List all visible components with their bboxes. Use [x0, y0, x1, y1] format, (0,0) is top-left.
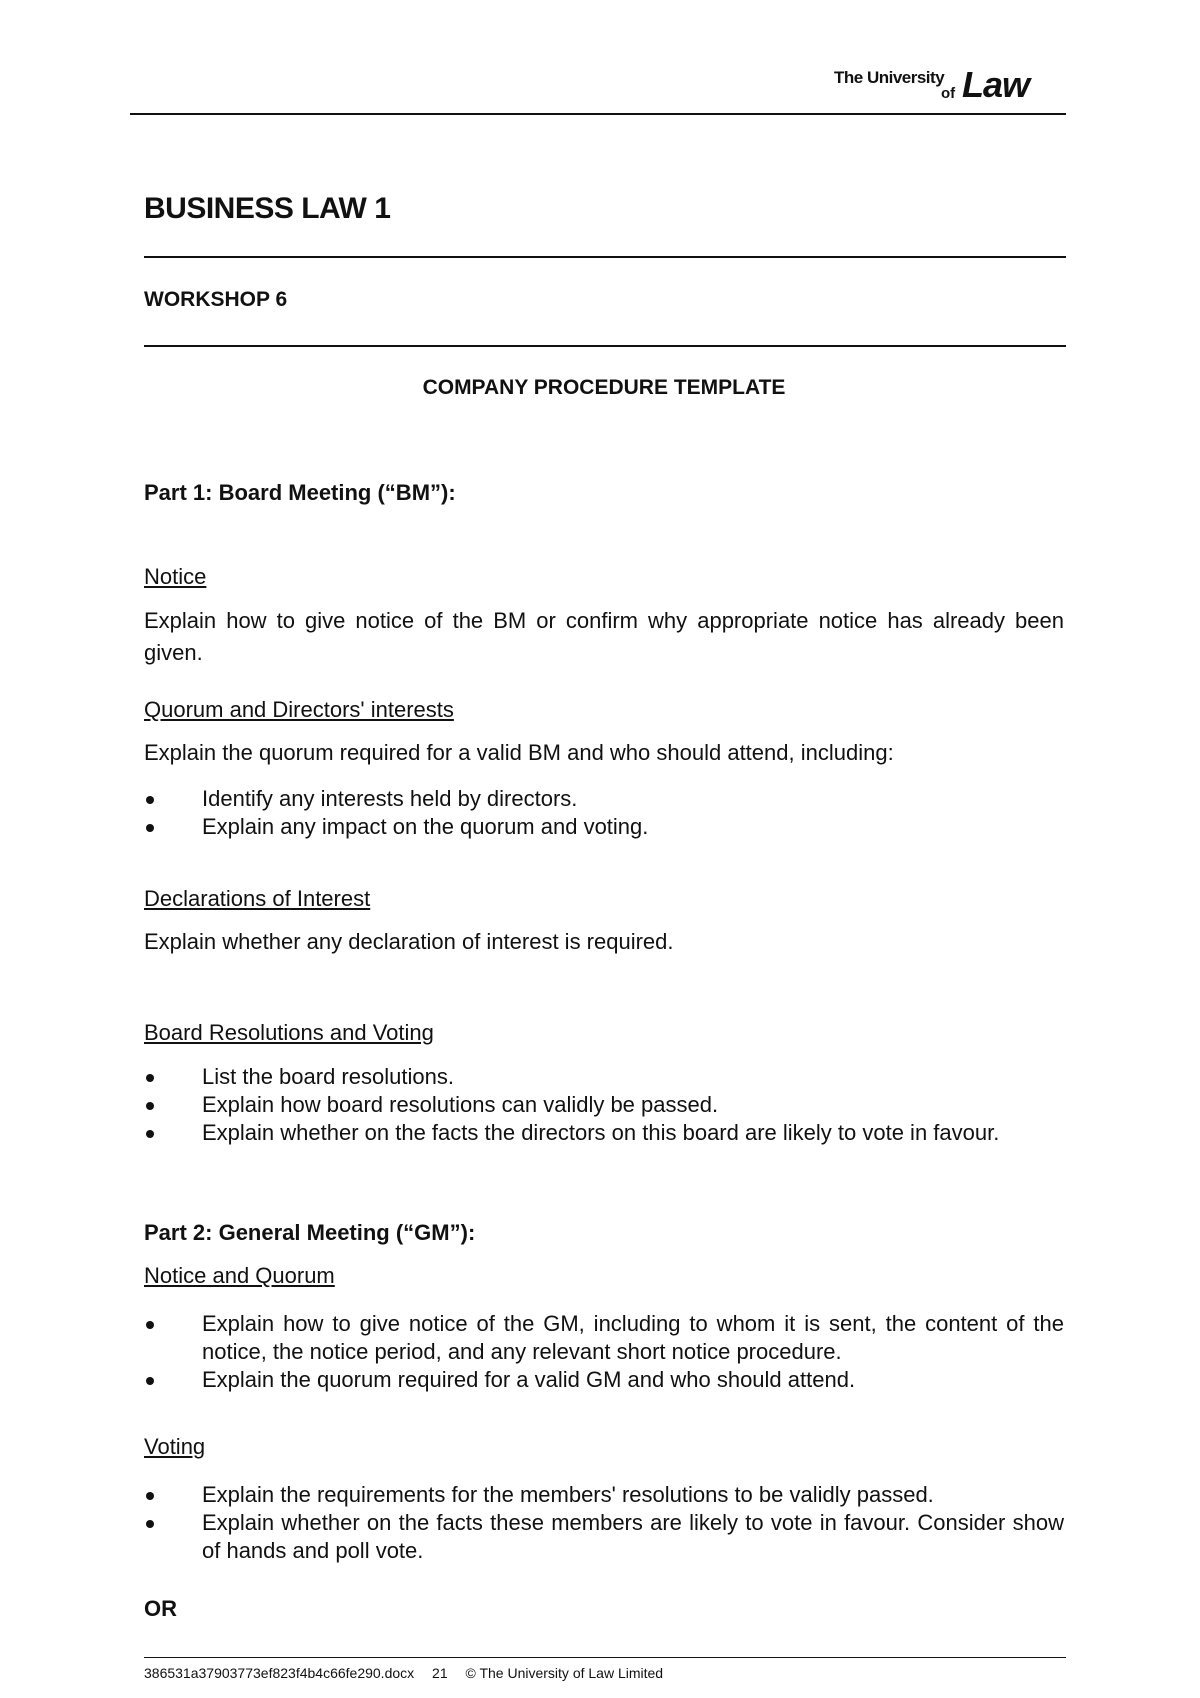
- quorum-bullet-list: [144, 785, 1064, 841]
- notice-heading: Notice: [144, 564, 207, 589]
- footer-copyright: © The University of Law Limited: [465, 1665, 664, 1681]
- bullet-icon: [146, 796, 154, 804]
- footer-filename: 386531a37903773ef823f4b4c66fe290.docx: [144, 1665, 415, 1681]
- page-title: BUSINESS LAW 1: [144, 192, 391, 225]
- part2-heading: Part 2: General Meeting (“GM”):: [144, 1220, 476, 1245]
- declarations-heading: Declarations of Interest: [144, 886, 371, 911]
- bullet-icon: [146, 1377, 154, 1385]
- template-heading: COMPANY PROCEDURE TEMPLATE: [422, 376, 786, 399]
- bullet-icon: [146, 1520, 154, 1528]
- or-label: OR: [144, 1596, 177, 1621]
- resolutions-bullet-list: [144, 1063, 1064, 1147]
- logo-big: Law: [962, 64, 1030, 105]
- bullet-icon: [146, 1492, 154, 1500]
- logo-line2: of: [941, 85, 956, 102]
- declarations-text: Explain whether any declaration of interest is required.: [144, 929, 674, 954]
- quorum-text: Explain the quorum required for a valid BM and who should attend, including:: [144, 740, 894, 765]
- notice-quorum-bullet-list: [144, 1310, 1064, 1394]
- notice-quorum-heading: Notice and Quorum: [144, 1263, 335, 1288]
- quorum-heading: Quorum and Directors' interests: [144, 697, 454, 722]
- bullet-icon: [146, 1074, 154, 1082]
- bullet-icon: [146, 824, 154, 832]
- list-item: Explain whether on the facts these members are likely to vote in favour. Consider show of hands and poll vote.: [144, 1509, 1064, 1565]
- voting-bullet-list: [144, 1481, 1064, 1565]
- title-rule: [144, 256, 1066, 258]
- list-item: Explain how board resolutions can validly be passed.: [144, 1091, 1064, 1119]
- notice-text: Explain how to give notice of the BM or confirm why appropriate notice has already been given.: [144, 608, 1064, 665]
- list-item: List the board resolutions.: [144, 1063, 1064, 1091]
- list-item: Explain the quorum required for a valid GM and who should attend.: [144, 1366, 1064, 1394]
- workshop-label: WORKSHOP 6: [144, 288, 288, 311]
- voting-heading: Voting: [144, 1434, 206, 1459]
- list-item: Explain the requirements for the members' resolutions to be validly passed.: [144, 1481, 1064, 1509]
- header-rule: [130, 113, 1066, 115]
- resolutions-heading: Board Resolutions and Voting: [144, 1020, 434, 1045]
- logo-line1: The University: [834, 68, 945, 87]
- list-item: Explain how to give notice of the GM, including to whom it is sent, the content of the notice, the notice period, and any relevant short notice procedure.: [144, 1310, 1064, 1366]
- footer-rule: [144, 1657, 1066, 1658]
- list-item: Explain any impact on the quorum and voting.: [144, 813, 1064, 841]
- workshop-rule: [144, 345, 1066, 347]
- list-item: Identify any interests held by directors.: [144, 785, 1064, 813]
- footer: [144, 1665, 677, 1681]
- list-item: Explain whether on the facts the directors on this board are likely to vote in favour.: [144, 1119, 1064, 1147]
- bullet-icon: [146, 1130, 154, 1138]
- part1-heading: Part 1: Board Meeting (“BM”):: [144, 480, 456, 505]
- footer-page-number: 21: [432, 1665, 448, 1681]
- bullet-icon: [146, 1321, 154, 1329]
- bullet-icon: [146, 1102, 154, 1110]
- university-logo: [834, 66, 1054, 106]
